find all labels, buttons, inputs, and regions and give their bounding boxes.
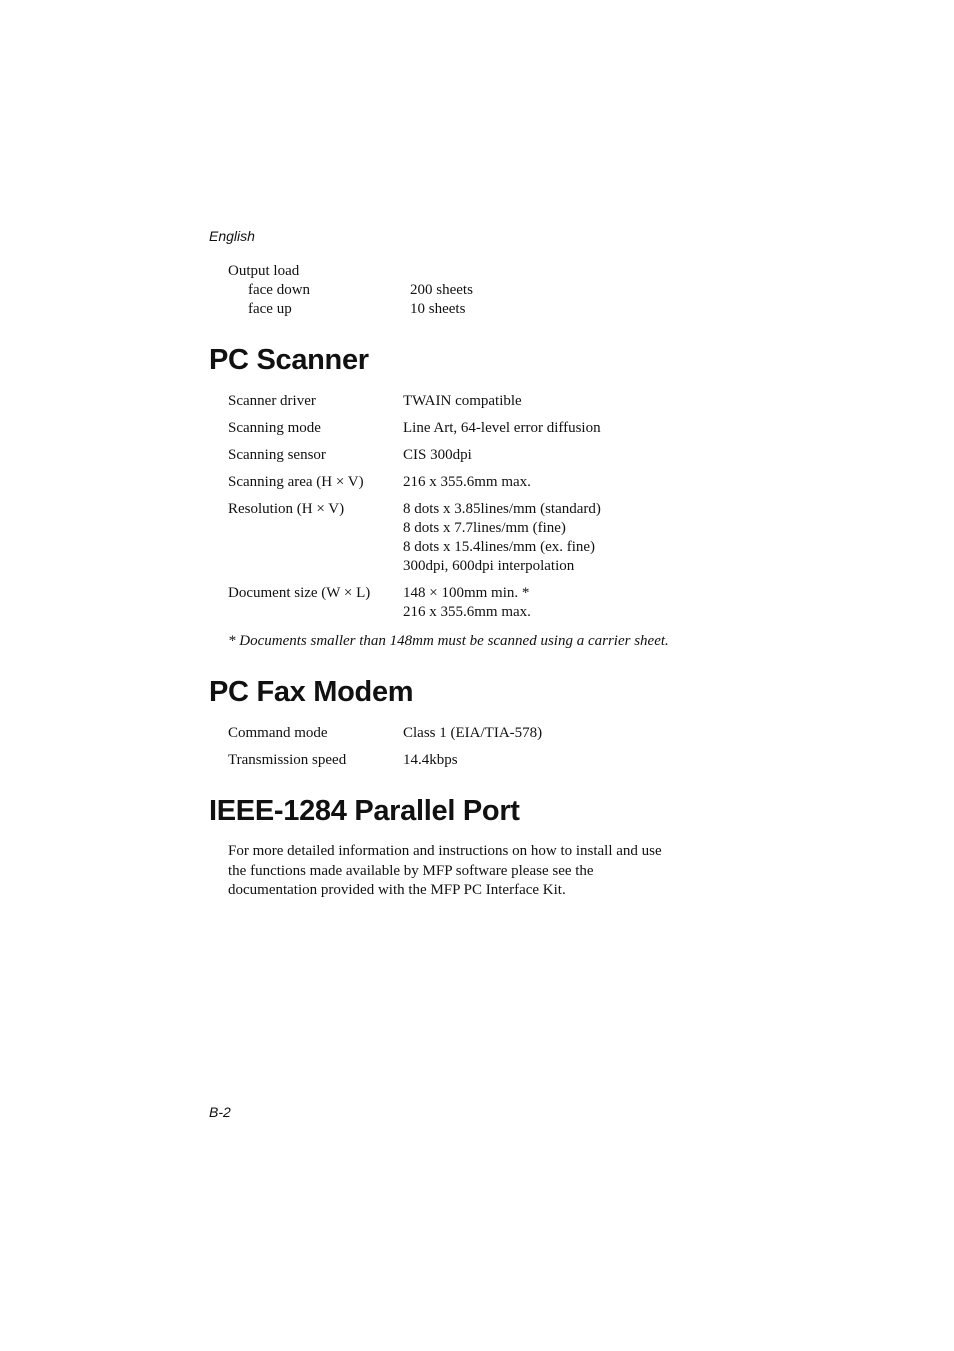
spec-row: [228, 584, 748, 622]
spec-label: Resolution (H × V): [228, 501, 345, 517]
spec-value-line: 300dpi, 600dpi interpolation: [403, 558, 575, 574]
spec-value: [403, 392, 748, 411]
paragraph-line: the functions made available by MFP software please see the: [228, 862, 594, 879]
spec-label: Document size (W × L): [228, 585, 371, 601]
pc-fax-modem-heading: PC Fax Modem: [209, 676, 414, 708]
parallel-port-paragraph: [228, 842, 708, 901]
spec-row: [228, 446, 748, 465]
pc-scanner-heading: PC Scanner: [209, 344, 369, 376]
spec-row: [228, 751, 748, 770]
spec-row: [228, 419, 748, 438]
spec-label: Scanning area (H × V): [228, 474, 364, 490]
spec-value-line: 14.4kbps: [403, 752, 458, 768]
spec-value-line: CIS 300dpi: [403, 447, 472, 463]
scanner-footnote: * Documents smaller than 148mm must be scanned using a carrier sheet.: [228, 633, 669, 649]
header-language: English: [209, 228, 255, 244]
spec-value: [403, 751, 748, 770]
output-row-face-up: [228, 300, 466, 319]
spec-row: [228, 473, 748, 492]
spec-value-line: TWAIN compatible: [403, 393, 522, 409]
spec-value: [403, 724, 748, 743]
spec-row: [228, 392, 748, 411]
spec-row: [228, 500, 748, 576]
page-number: B-2: [209, 1104, 231, 1120]
spec-label: Command mode: [228, 725, 328, 741]
spec-label: Scanning sensor: [228, 447, 326, 463]
output-load-block: [228, 262, 473, 319]
spec-value-line: 8 dots x 3.85lines/mm (standard): [403, 501, 601, 517]
output-row-value: 10 sheets: [410, 301, 466, 317]
pc-fax-modem-specs: [228, 724, 748, 778]
spec-value-line: 8 dots x 15.4lines/mm (ex. fine): [403, 539, 596, 555]
spec-value-line: 8 dots x 7.7lines/mm (fine): [403, 520, 566, 536]
output-row-value: 200 sheets: [410, 282, 473, 298]
output-row-face-down: [228, 281, 473, 300]
paragraph-line: For more detailed information and instructions on how to install and use: [228, 843, 662, 859]
spec-value: [403, 446, 748, 465]
spec-label: Transmission speed: [228, 752, 347, 768]
spec-value-line: Class 1 (EIA/TIA-578): [403, 725, 543, 741]
output-row-label: face down: [248, 282, 311, 298]
paragraph-line: documentation provided with the MFP PC Interface Kit.: [228, 882, 566, 898]
spec-value: [403, 473, 748, 492]
spec-value: [403, 584, 748, 622]
spec-value-line: 216 x 355.6mm max.: [403, 474, 531, 490]
spec-value: [403, 500, 748, 576]
spec-value-line: Line Art, 64-level error diffusion: [403, 420, 601, 436]
spec-row: [228, 724, 748, 743]
output-row-label: face up: [248, 301, 292, 317]
spec-value: [403, 419, 748, 438]
spec-value-line: 216 x 355.6mm max.: [403, 604, 531, 620]
spec-value-line: 148 × 100mm min. *: [403, 585, 530, 601]
spec-label: Scanning mode: [228, 420, 321, 436]
spec-label: Scanner driver: [228, 393, 316, 409]
output-load-label: Output load: [228, 263, 300, 279]
parallel-port-heading: IEEE-1284 Parallel Port: [209, 795, 520, 827]
pc-scanner-specs: [228, 392, 748, 630]
